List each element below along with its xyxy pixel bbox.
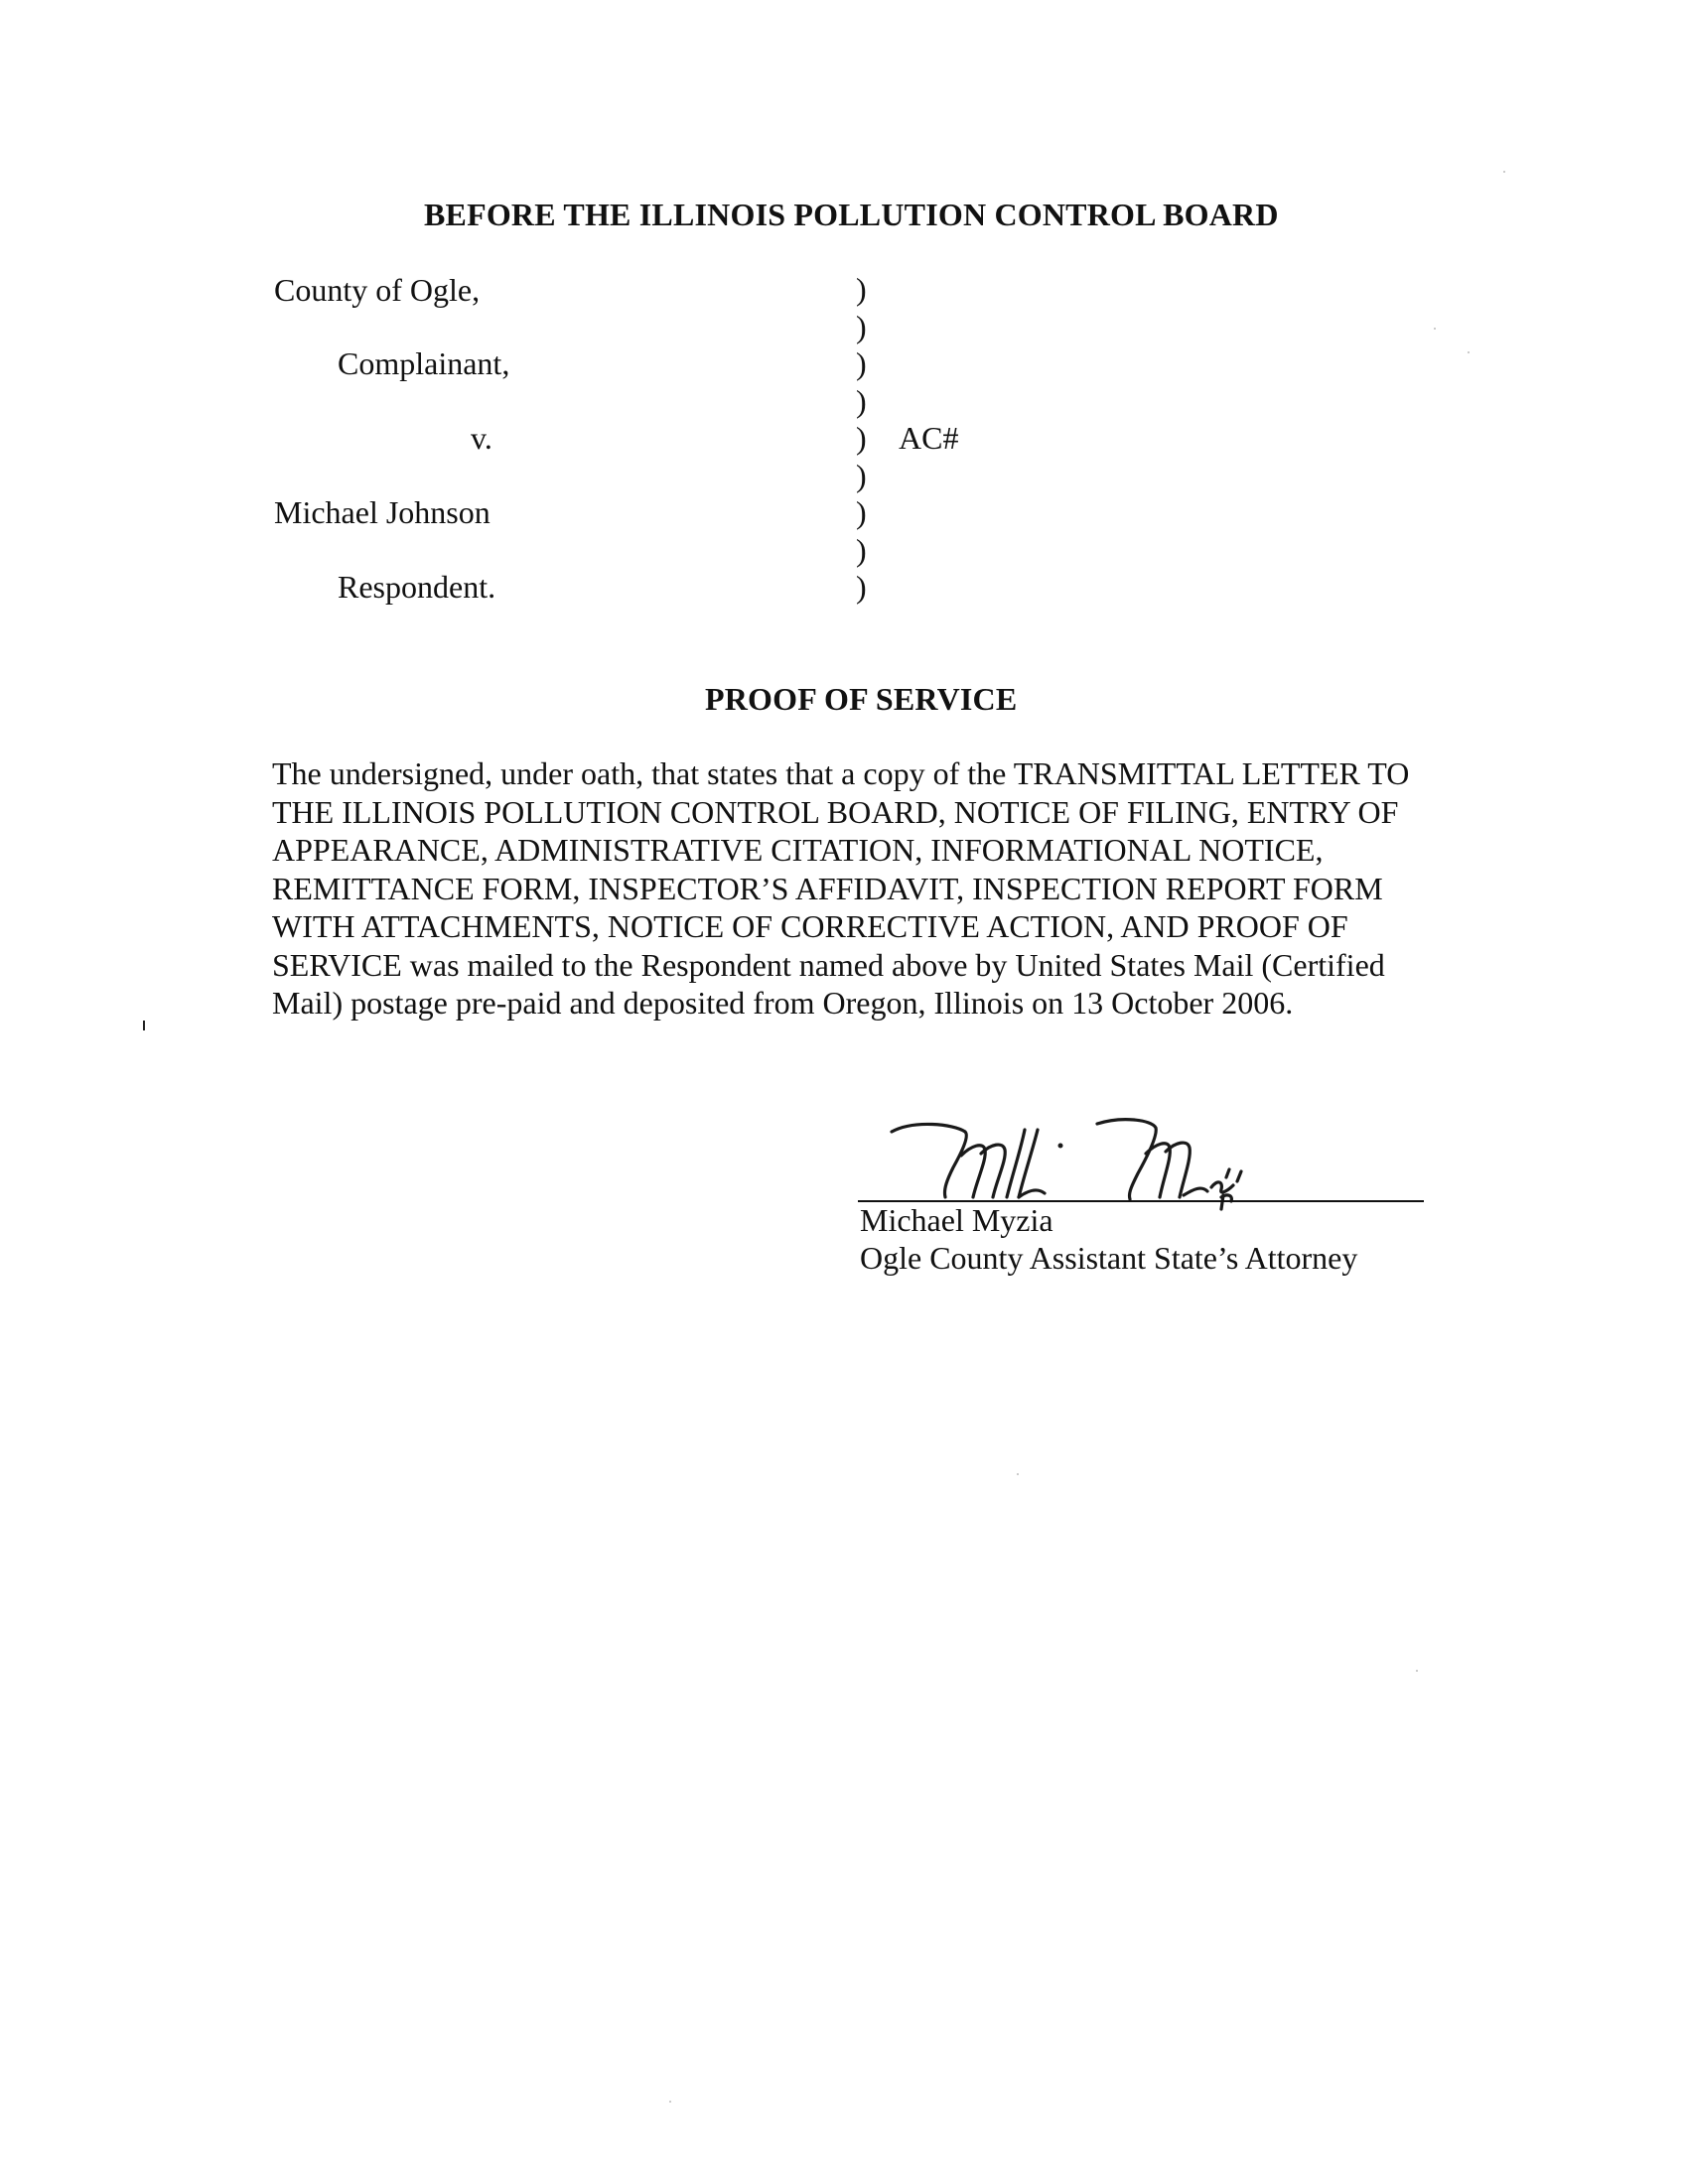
plaintiff-name: County of Ogle, — [274, 272, 481, 308]
signer-name: Michael Myzia — [860, 1202, 1053, 1238]
section-title: PROOF OF SERVICE — [705, 681, 1018, 717]
body-line: SERVICE was mailed to the Respondent named above by United States Mail (Certified — [272, 946, 1385, 983]
plaintiff-role: Complainant, — [338, 345, 510, 381]
body-line: APPEARANCE, ADMINISTRATIVE CITATION, INFORMATIONAL NOTICE, — [272, 832, 1324, 868]
scan-speck — [1434, 328, 1436, 330]
scan-speck — [669, 2101, 671, 2103]
body-line: REMITTANCE FORM, INSPECTOR’S AFFIDAVIT, INSPECTION REPORT FORM — [272, 870, 1383, 906]
scan-speck — [1017, 1473, 1019, 1475]
body-line: WITH ATTACHMENTS, NOTICE OF CORRECTIVE ACTION, AND PROOF OF — [272, 908, 1348, 944]
defendant-name: Michael Johnson — [274, 494, 491, 530]
body-line: THE ILLINOIS POLLUTION CONTROL BOARD, NOTICE OF FILING, ENTRY OF — [272, 793, 1399, 830]
defendant-role: Respondent. — [338, 569, 496, 605]
versus-label: v. — [471, 420, 492, 456]
caption-paren-column: ) ) ) ) ) ) ) ) ) — [856, 271, 867, 605]
scan-speck — [1416, 1670, 1418, 1672]
signer-title: Ogle County Assistant State’s Attorney — [860, 1240, 1358, 1276]
stray-scan-mark — [143, 1021, 145, 1030]
scan-speck — [1503, 171, 1505, 173]
body-line: Mail) postage pre-paid and deposited from Oregon, Illinois on 13 October 2006. — [272, 985, 1294, 1021]
proof-body — [272, 754, 1464, 1023]
scan-speck — [1468, 351, 1470, 353]
court-heading: BEFORE THE ILLINOIS POLLUTION CONTROL BOARD — [424, 197, 1279, 232]
body-line: The undersigned, under oath, that states that a copy of the TRANSMITTAL LETTER TO — [272, 755, 1410, 791]
case-number-label: AC# — [899, 420, 959, 456]
